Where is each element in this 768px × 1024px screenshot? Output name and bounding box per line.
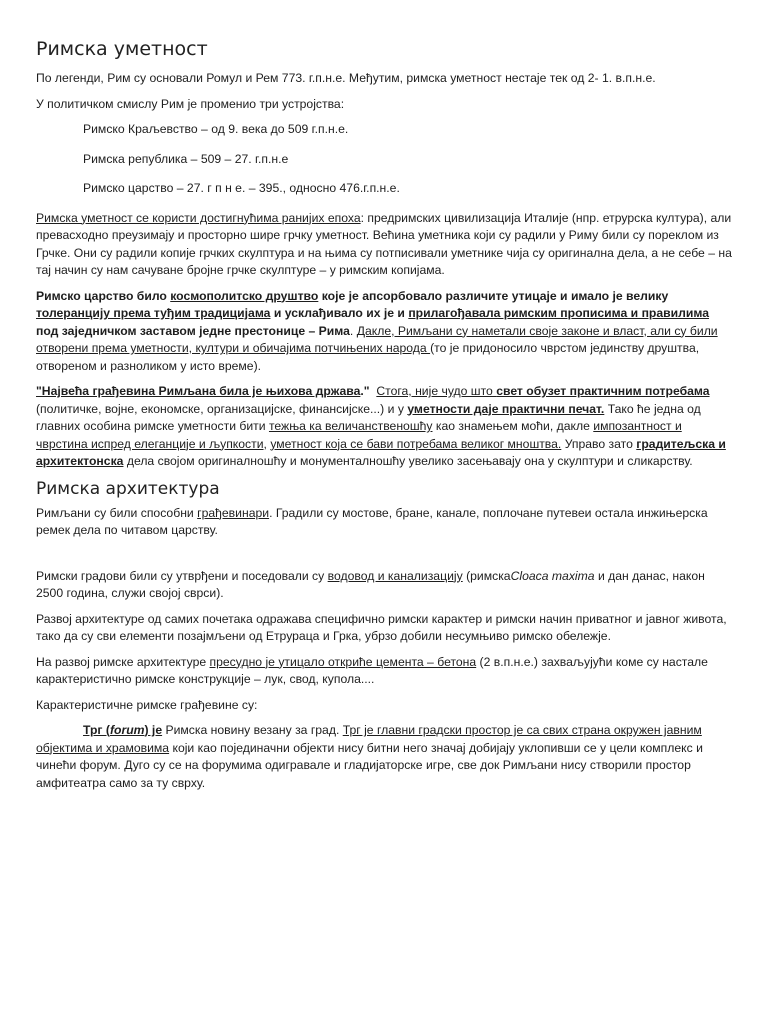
underlined-text: импозантност и чврстина испред елеганције и љупкости <box>36 419 682 451</box>
underlined-text: Стога, није чудо што <box>376 384 497 398</box>
text: као знамењем моћи, дакле <box>432 419 594 433</box>
paragraph-builders <box>36 505 732 540</box>
bold-underlined-text: космополитско друштво <box>170 288 319 303</box>
paragraph-cosmopolitan <box>36 288 732 376</box>
paragraph-legend: По легенди, Рим су основали Ромул и Рем 773. г.п.н.е. Међутим, римска уметност нестаје тек од 2- 1. в.п.н.е. <box>36 71 656 85</box>
text: који као појединачни објекти нису битни него значај добијају уклопивши се у цели комплекс и чинећи форум. Дуго су се на форумима одигравале и гладијаторске игре, све док Римљани нису створили простор амфитеатра само за ту сврху. <box>36 740 703 790</box>
italic-text: Cloaca maxima <box>510 568 595 583</box>
text: Управо зато <box>561 436 637 451</box>
text: . Градили су мостове, бране, канале, поплочане путевеи остала инжињерска ремек дела по читавом царству. <box>36 505 708 537</box>
paragraph-cities <box>36 568 732 603</box>
bold-underlined-text: свет обузет практичним потребама <box>496 384 710 398</box>
text: (2 в.п.н.е.) захваљујући коме су настале карактеристично римске конструкције – лук, свод, купола.... <box>36 654 708 686</box>
bold-italic-underlined-text: forum <box>109 723 145 737</box>
text: (римска <box>462 568 511 583</box>
bold-underlined-text: уметности даје практични печат. <box>407 401 605 416</box>
text: : предримских цивилизација Италије (нпр. етрурска култура), али превасходно преузимају и просторно шире грчку уметност. Већина уметника који су радили у Риму били су пореклом из Грчке. Они су радили копије грчких скулптура и на њима су потписивали уметнике чија су оригинална дела, а не себе – на тај начин су нам сачуване бројне грчке скулптуре – у римским копијама. <box>36 210 732 277</box>
text: дела својом оригиналношћу и монументалношћу увелико засењавају она у скулптури и сликарству. <box>123 454 693 468</box>
text: Тако ће једна од главних особина римске уметности бити <box>36 401 701 433</box>
paragraph-cement <box>36 654 732 689</box>
bold-underlined-text: прилагођавала римским прописима и правилима <box>408 306 710 320</box>
bold-text: Римско царство било <box>36 288 171 303</box>
text: Римска новину везану за град. <box>162 723 343 737</box>
text: Римски градови били су утврђени и поседовали су <box>36 568 328 583</box>
bold-underlined-text: "Највећа грађевина Римљана била је њихова држава <box>36 384 361 398</box>
bold-underlined-text: Трг ( <box>83 723 110 737</box>
text: На развој римске архитектуре <box>36 654 210 669</box>
bold-underlined-text: ) је <box>144 723 163 737</box>
page-title: Римска уметност <box>36 38 208 60</box>
underlined-text: Римска уметност се користи достигнућима ранијих епоха <box>36 210 361 225</box>
paragraph-state <box>36 383 732 471</box>
text: (политичке, војне, економске, организацијске, финансијске...) и у <box>36 401 408 416</box>
text: , <box>263 436 271 451</box>
spacer <box>36 548 732 568</box>
underlined-text: грађевинари <box>197 505 270 520</box>
underlined-text: водовод и канализацију <box>327 568 463 583</box>
list-item-republic: Римска република – 509 – 27. г.п.н.е <box>83 151 289 166</box>
list-item-empire: Римско царство – 27. г п н е. – 395., односно 476.г.п.н.е. <box>83 181 400 195</box>
list-item-kingdom: Римско Краљевство – од 9. века до 509 г.п.н.е. <box>83 122 349 136</box>
underlined-text: Трг је главни градски простор је са свих страна окружен јавним објектима и храмовима <box>36 723 702 755</box>
section-heading-architecture: Римска архитектура <box>36 478 220 499</box>
underlined-text: тежња ка величанственошћу <box>268 419 433 433</box>
paragraph-development: Развој архитектуре од самих почетака одражава специфично римски карактер и римски начин приватног и јавног живота, тако да су сви елементи позајмљени од Етрураца и Грка, убрзо добили несумњиво римско обележје. <box>36 611 727 643</box>
text: . <box>349 323 357 338</box>
text: (то је придоносило чврстом јединству друштва, отвореном и разноликом у исто време). <box>36 341 700 373</box>
paragraph-influences <box>36 210 732 280</box>
bold-underlined-text: толеранцију према туђим традицијама <box>36 306 271 320</box>
bold-text: под заједничком заставом једне престонице – Рима <box>36 323 350 338</box>
text: и дан данас, након 2500 година, служи својој сврси). <box>36 568 705 600</box>
underlined-text: уметност која се бави потребама великог мноштва. <box>270 436 562 451</box>
bold-text: ." <box>360 384 370 398</box>
bold-text: и усклађивало их је и <box>270 306 409 320</box>
paragraph-political: У политичком смислу Рим је променио три устројства: <box>36 96 345 111</box>
underlined-text: Дакле, Римљани су наметали своје законе и власт, али су били отворени према уметности, култури и обичајима потчињених народа <box>36 323 718 355</box>
text: Римљани су били способни <box>36 505 198 520</box>
paragraph-buildings-intro: Карактеристичне римске грађевине су: <box>36 697 258 712</box>
paragraph-forum <box>36 722 732 792</box>
bold-underlined-text: градитељска и архитектонска <box>36 436 726 468</box>
bold-text: које је апсорбовало различите утицаје и имало је велику <box>318 288 669 303</box>
underlined-text: пресудно је утицало откриће цемента – бетона <box>209 654 477 669</box>
